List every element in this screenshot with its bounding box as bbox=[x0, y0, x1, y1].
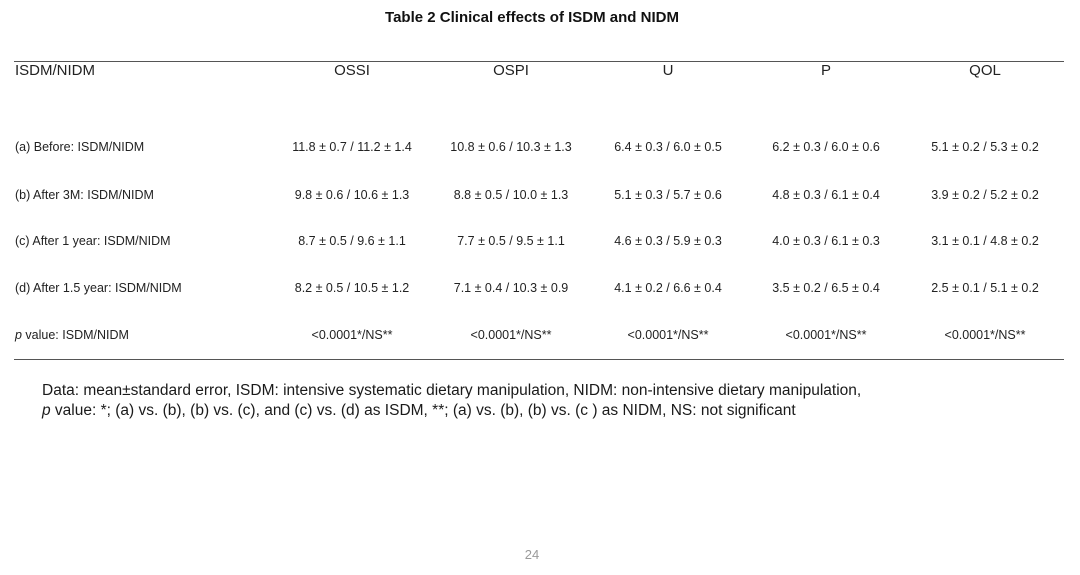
column-header-qol: QOL bbox=[969, 62, 1001, 79]
table-cell: 7.1 ± 0.4 / 10.3 ± 0.9 bbox=[453, 281, 569, 295]
table-top-rule bbox=[14, 61, 1064, 62]
row-label-after-3m: (b) After 3M: ISDM/NIDM bbox=[15, 188, 154, 202]
p-italic-label: p bbox=[15, 328, 22, 342]
table-cell: <0.0001*/NS** bbox=[944, 328, 1026, 342]
table-cell: 2.5 ± 0.1 / 5.1 ± 0.2 bbox=[931, 281, 1039, 295]
p-value-label-text: value: ISDM/NIDM bbox=[21, 328, 129, 342]
table-cell: 6.4 ± 0.3 / 6.0 ± 0.5 bbox=[614, 140, 722, 154]
table-cell: 3.5 ± 0.2 / 6.5 ± 0.4 bbox=[772, 281, 880, 295]
table-title: Table 2 Clinical effects of ISDM and NIDM bbox=[385, 9, 679, 26]
table-cell: 5.1 ± 0.3 / 5.7 ± 0.6 bbox=[614, 188, 722, 202]
row-label-before: (a) Before: ISDM/NIDM bbox=[15, 140, 145, 154]
table-cell: 4.6 ± 0.3 / 5.9 ± 0.3 bbox=[614, 234, 722, 248]
column-header-ossi: OSSI bbox=[334, 62, 370, 79]
table-cell: 4.1 ± 0.2 / 6.6 ± 0.4 bbox=[614, 281, 722, 295]
table-cell: 8.2 ± 0.5 / 10.5 ± 1.2 bbox=[294, 281, 410, 295]
table-cell: 4.8 ± 0.3 / 6.1 ± 0.4 bbox=[772, 188, 880, 202]
table-footnote-definitions: Data: mean±standard error, ISDM: intensive systematic dietary manipulation, NIDM: non-intensive dietary manipulation, bbox=[42, 382, 862, 399]
table-bottom-rule bbox=[14, 359, 1064, 360]
column-header-p: P bbox=[820, 62, 832, 79]
table-cell: 6.2 ± 0.3 / 6.0 ± 0.6 bbox=[772, 140, 880, 154]
table-cell: 5.1 ± 0.2 / 5.3 ± 0.2 bbox=[931, 140, 1039, 154]
table-cell: <0.0001*/NS** bbox=[470, 328, 552, 342]
row-label-after-1-year: (c) After 1 year: ISDM/NIDM bbox=[15, 234, 171, 248]
table-cell: <0.0001*/NS** bbox=[627, 328, 709, 342]
footnote-p-italic: p bbox=[42, 402, 51, 419]
table-cell: 7.7 ± 0.5 / 9.5 ± 1.1 bbox=[457, 234, 565, 248]
table-cell: 11.8 ± 0.7 / 11.2 ± 1.4 bbox=[292, 140, 412, 154]
row-label-after-1-5-year: (d) After 1.5 year: ISDM/NIDM bbox=[15, 281, 182, 295]
table-footnote-significance bbox=[42, 402, 1052, 420]
footnote-significance-text: value: *; (a) vs. (b), (b) vs. (c), and (c) vs. (d) as ISDM, **; (a) vs. (b), (b) vs. (c ) as NIDM, NS: not significant bbox=[50, 402, 796, 419]
table-cell: 8.7 ± 0.5 / 9.6 ± 1.1 bbox=[298, 234, 406, 248]
table-cell: 4.0 ± 0.3 / 6.1 ± 0.3 bbox=[772, 234, 880, 248]
table-cell: 8.8 ± 0.5 / 10.0 ± 1.3 bbox=[453, 188, 569, 202]
column-header-u: U bbox=[662, 62, 674, 79]
table-cell: 3.1 ± 0.1 / 4.8 ± 0.2 bbox=[931, 234, 1039, 248]
table-cell: <0.0001*/NS** bbox=[311, 328, 393, 342]
table-cell: 3.9 ± 0.2 / 5.2 ± 0.2 bbox=[931, 188, 1039, 202]
row-label-p-value bbox=[15, 328, 129, 342]
table-cell: 10.8 ± 0.6 / 10.3 ± 1.3 bbox=[450, 140, 572, 154]
table-cell: <0.0001*/NS** bbox=[785, 328, 867, 342]
table-cell: 9.8 ± 0.6 / 10.6 ± 1.3 bbox=[294, 188, 410, 202]
column-header-group: ISDM/NIDM bbox=[15, 62, 95, 79]
page-number: 24 bbox=[524, 547, 540, 562]
column-header-ospi: OSPI bbox=[493, 62, 529, 79]
